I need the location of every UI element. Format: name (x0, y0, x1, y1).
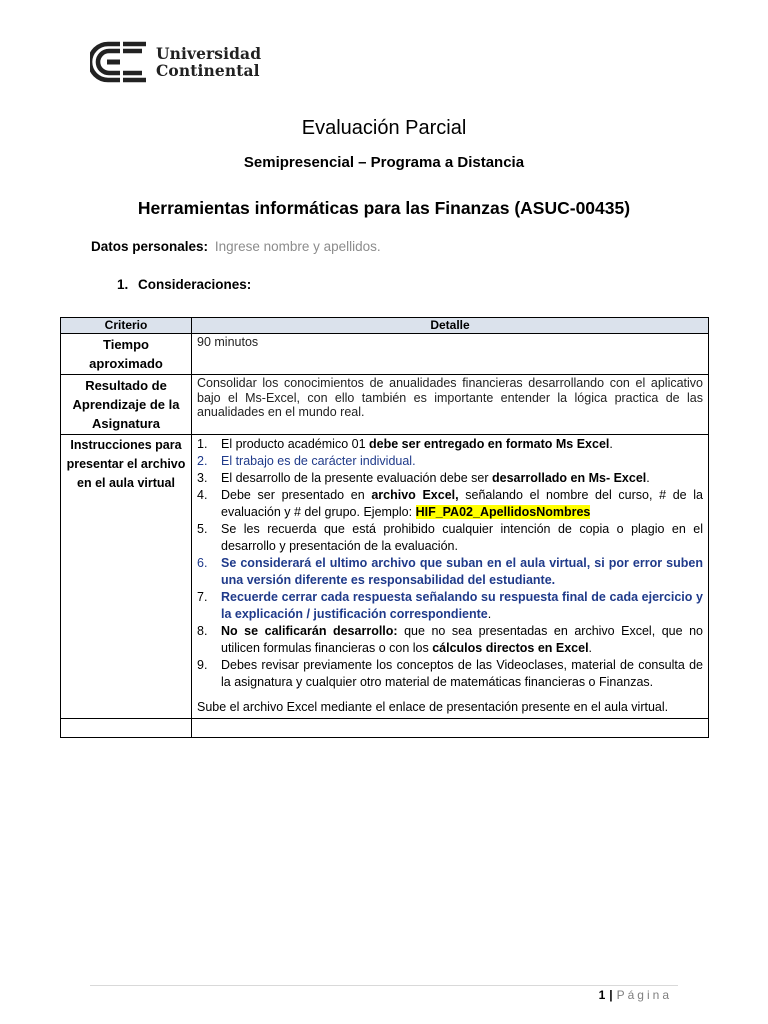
detalle-cell: Consolidar los conocimientos de anualidades financieras desarrollando con el aplicativo bajo el Ms-Excel, con ello también es importante entender la lógica practica de las anualidades en el mundo real. (192, 375, 709, 435)
empty-cell (61, 719, 192, 738)
table-row (61, 334, 709, 375)
empty-cell (192, 719, 709, 738)
page-footer (599, 988, 672, 1002)
header-detalle: Detalle (192, 318, 709, 334)
document-subtitle: Semipresencial – Programa a Distancia (243, 154, 525, 171)
filename-example-highlight: HIF_PA02_ApellidosNombres (415, 505, 591, 519)
criterio-cell: Instrucciones para presentar el archivo en el aula virtual (61, 435, 192, 719)
criteria-table (60, 317, 709, 738)
personal-data-row (91, 238, 381, 256)
course-title: Herramientas informáticas para las Finanzas (ASUC-00435) (137, 198, 631, 218)
list-item: 6. Se considerará el ultimo archivo que suban en el aula virtual, si por error suben una versión diferente es responsabilidad del estudiante. (197, 556, 703, 587)
table-row-empty (61, 719, 709, 738)
criterio-cell: Tiempo aproximado (61, 334, 192, 375)
university-emblem-icon (90, 40, 150, 84)
footer-divider (90, 985, 678, 986)
table-row (61, 375, 709, 435)
list-item: 5. Se les recuerda que está prohibido cualquier intención de copia o plagio en el desarrollo y presentación de la evaluación. (197, 522, 703, 553)
table-header-row (61, 318, 709, 334)
footer-separator: | (609, 988, 613, 1002)
page-number: 1 (598, 988, 606, 1002)
list-item: 3. El desarrollo de la presente evaluación debe ser desarrollado en Ms- Excel. (197, 471, 650, 485)
list-item: 9. Debes revisar previamente los conceptos de las Videoclases, material de consulta de la asignatura y cualquier otro material de matemáticas financieras o Finanzas. (197, 658, 703, 689)
table-row (61, 435, 709, 719)
section-number: 1. (117, 277, 129, 292)
document-title: Evaluación Parcial (301, 117, 467, 139)
personal-data-placeholder[interactable]: Ingrese nombre y apellidos. (214, 239, 381, 254)
page-word: Página (616, 988, 672, 1002)
list-item: 8. No se calificarán desarrollo: que no sea presentadas en archivo Excel, que no utilicen formulas financieras o con los cálculos directos en Excel. (197, 624, 703, 655)
section-title: Consideraciones: (138, 277, 252, 292)
detalle-cell: 90 minutos (192, 334, 709, 375)
closing-instruction: Sube el archivo Excel mediante el enlace de presentación presente en el aula virtual. (197, 700, 669, 714)
header-criterio: Criterio (61, 318, 192, 334)
logo-line-2: Continental (156, 61, 260, 80)
criterio-cell: Resultado de Aprendizaje de la Asignatura (61, 375, 192, 435)
personal-data-label: Datos personales: (91, 239, 209, 254)
list-item: 1. El producto académico 01 debe ser entregado en formato Ms Excel. (197, 437, 613, 451)
instructions-cell (192, 435, 709, 719)
section-heading (117, 276, 251, 294)
list-item: 7. Recuerde cerrar cada respuesta señalando su respuesta final de cada ejercicio y la explicación / justificación correspondiente. (197, 590, 703, 621)
university-logo (90, 40, 261, 84)
instructions-list (197, 436, 703, 691)
list-item: 4. Debe ser presentado en archivo Excel, señalando el nombre del curso, # de la evaluación y # del grupo. Ejemplo: HIF_PA02_ApellidosNombres (197, 488, 703, 519)
logo-line-1: Universidad (156, 44, 262, 63)
list-item: 2. El trabajo es de carácter individual. (197, 454, 416, 468)
